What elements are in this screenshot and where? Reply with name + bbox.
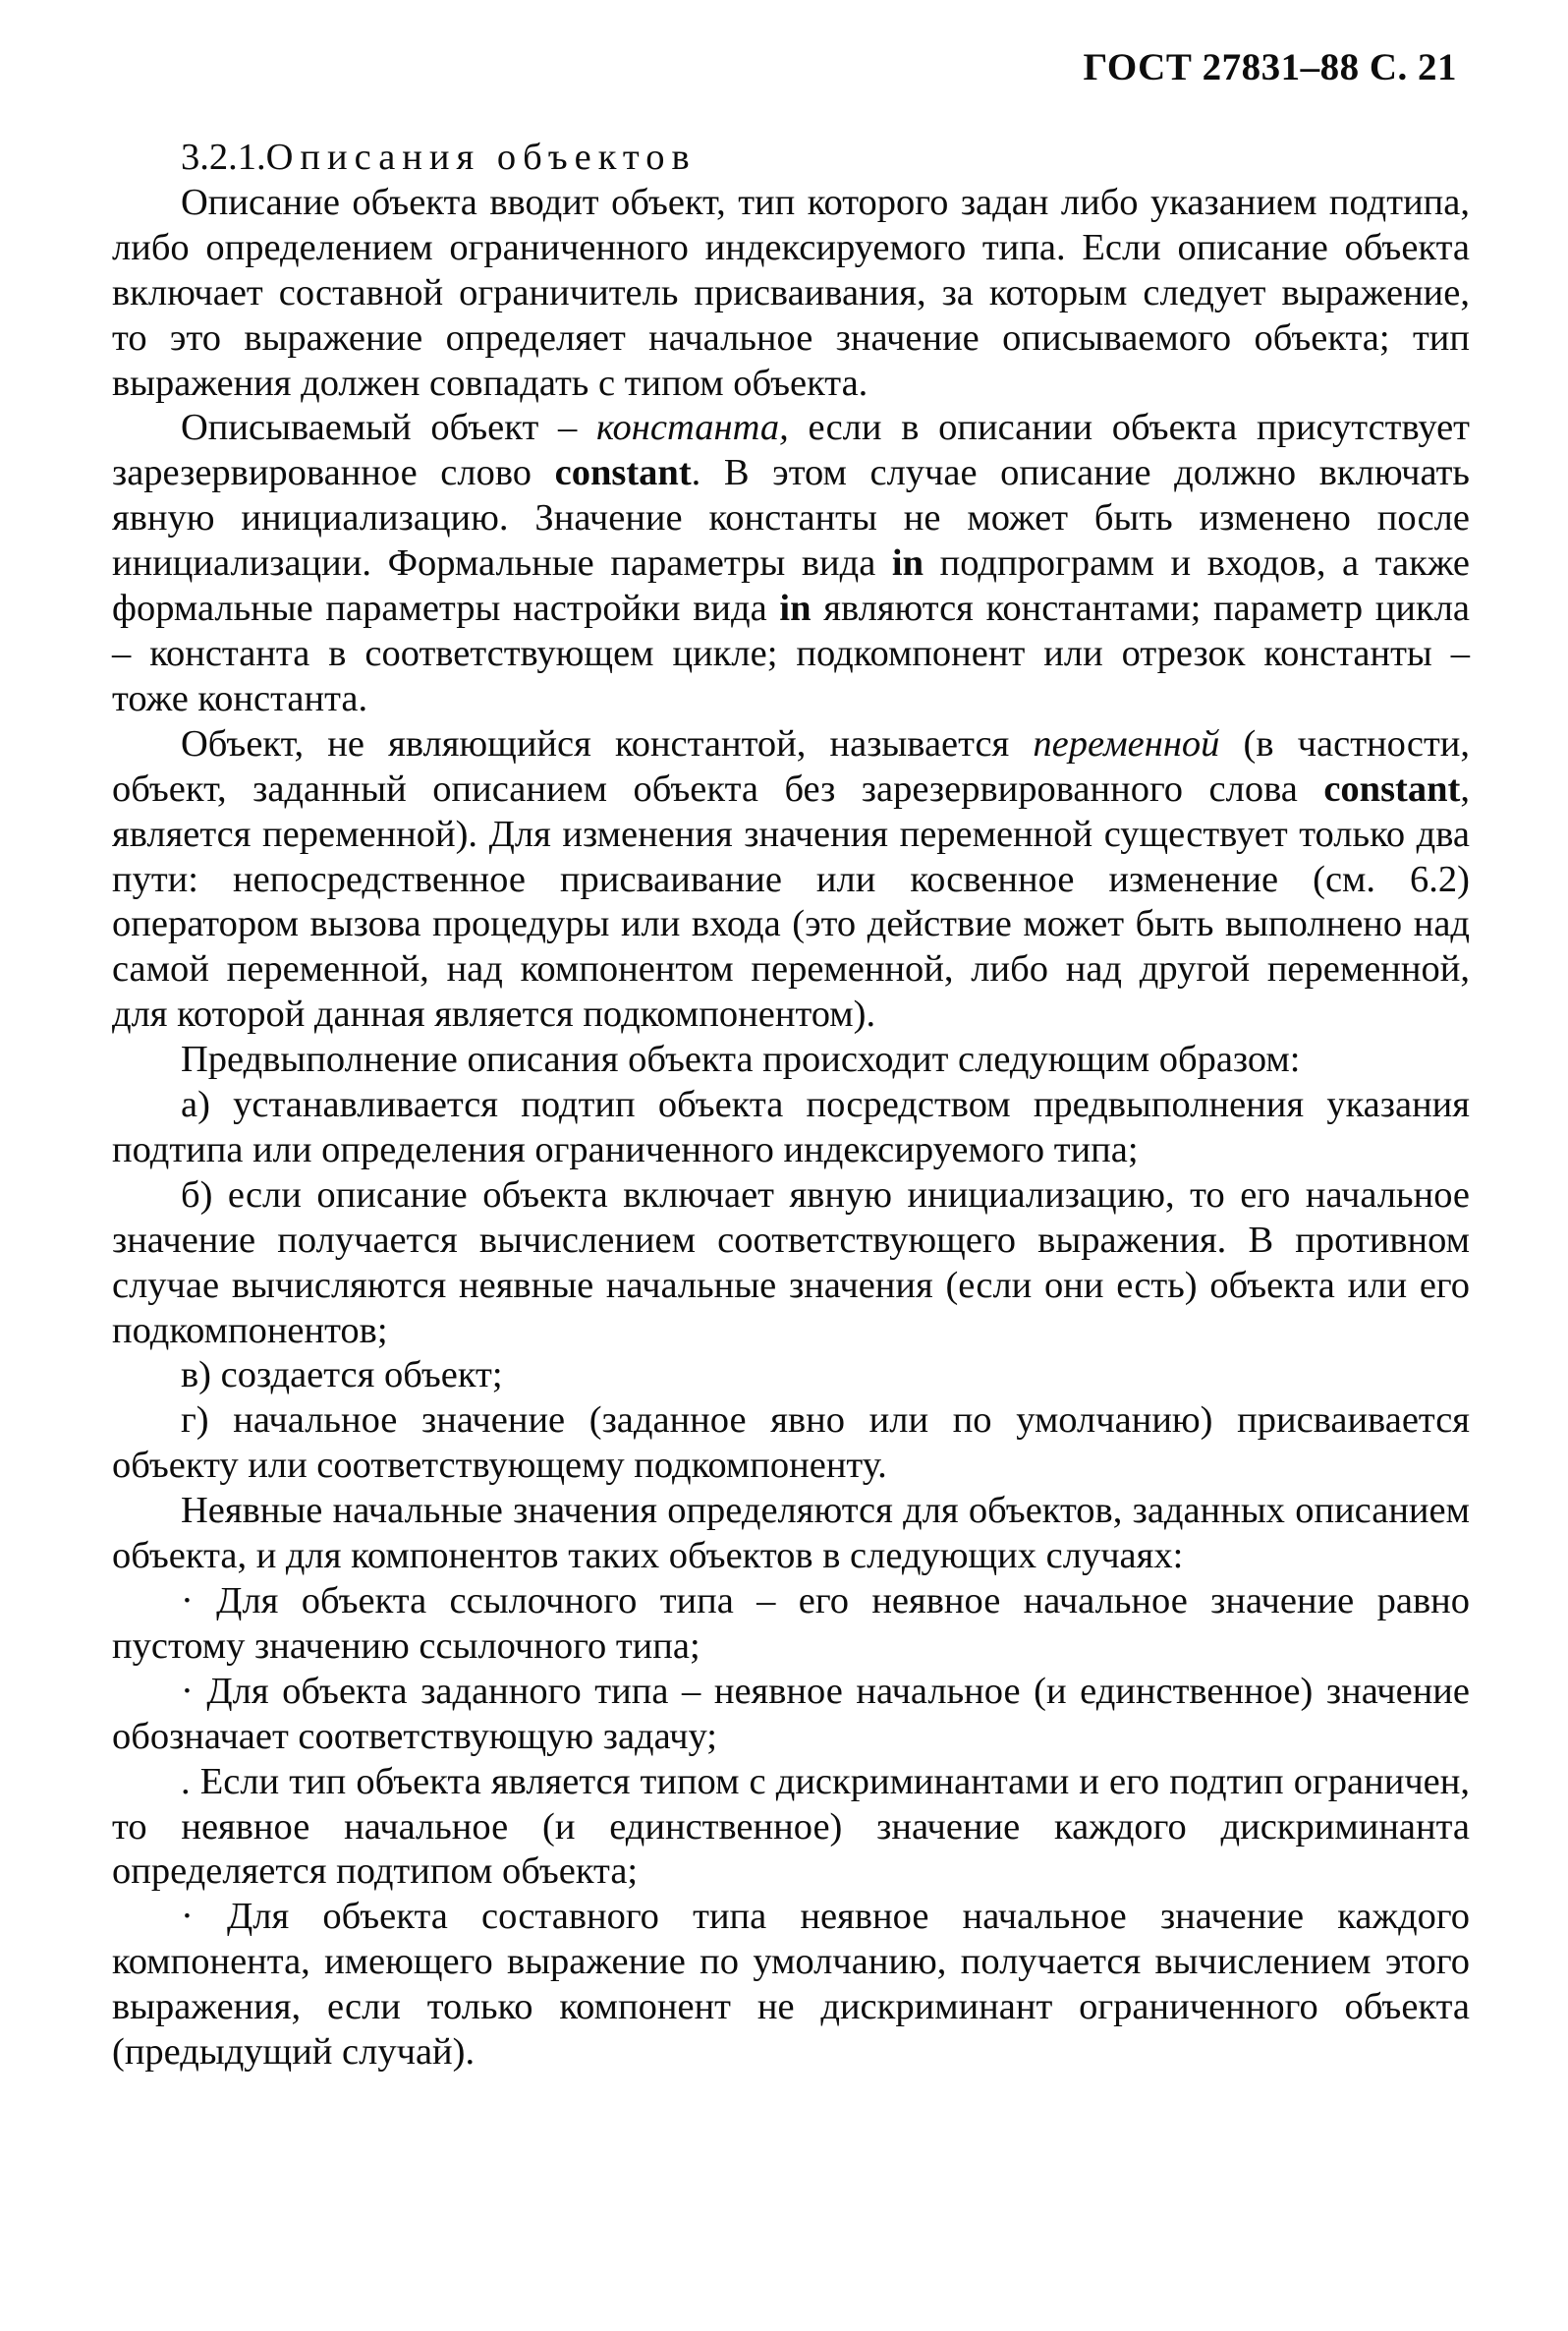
text-run: (в частности, объект, заданный описанием объекта без зарезервированного слова	[112, 722, 1470, 810]
bullet-access-type: · Для объекта ссылочного типа – его неявное начальное значение равно пустому значению ссылочного типа;	[112, 1580, 1470, 1667]
bullet-task-type: · Для объекта заданного типа – неявное начальное (и единственное) значение обозначает соответствующую задачу;	[112, 1670, 1470, 1757]
term-constant: константа,	[596, 407, 789, 449]
text-run: являются константами; параметр цикла – константа в соответствующем цикле; подкомпонент или отрезок константы – тоже константа.	[112, 588, 1470, 719]
document-body	[112, 136, 1470, 2075]
list-item-b: б) если описание объекта включает явную инициализацию, то его начальное значение получается вычислением соответствующего выражения. В противном случае вычисляются неявные начальные значения (если они есть) объекта или его подкомпонентов;	[112, 1173, 1470, 1351]
paragraph-constant	[112, 406, 1470, 721]
keyword-constant: constant	[1323, 768, 1461, 810]
keyword-in: in	[779, 588, 812, 630]
bullet-composite-type: · Для объекта составного типа неявное начальное значение каждого компонента, имеющего выражение по умолчанию, получается вычислением этого выражения, если только компонент не дискриминант ограниченного объекта (предыдущий случай).	[112, 1896, 1470, 2074]
term-variable: переменной	[1033, 722, 1220, 765]
text-run: если в описании объекта присутствует зарезервированное слово	[112, 407, 1470, 494]
paragraph-implicit-values: Неявные начальные значения определяются для объектов, заданных описанием объекта, и для компонентов таких объектов в следующих случаях:	[112, 1490, 1470, 1577]
page-header: ГОСТ 27831–88 С. 21	[1083, 46, 1457, 88]
text-run: Описываемый объект –	[181, 407, 597, 449]
section-heading	[112, 136, 1470, 181]
section-title: Описания объектов	[265, 137, 697, 178]
keyword-constant: constant	[554, 452, 692, 494]
keyword-in: in	[891, 542, 924, 585]
section-number: 3.2.1.	[181, 137, 266, 178]
text-run: подпрограмм и входов, а также формальные параметры настройки вида	[112, 542, 1470, 630]
paragraph-object-declaration: Описание объекта вводит объект, тип которого задан либо указанием подтипа, либо определением ограниченного индексируемого типа. Если описание объекта включает составной ограничитель присваивания, за которым следует выражение, то это выражение определяет начальное значение описываемого объекта; тип выражения должен совпадать с типом объекта.	[112, 181, 1470, 404]
list-item-a: а) устанавливается подтип объекта посредством предвыполнения указания подтипа или определения ограниченного индексируемого типа;	[112, 1084, 1470, 1170]
list-item-c: в) создается объект;	[181, 1354, 503, 1396]
text-run: , является переменной). Для изменения значения переменной существует только два пути: непосредственное присваивание или косвенное изменение (см. 6.2) оператором вызова процедуры или входа (это действие может быть выполнено над самой переменной, над компонентом переменной, либо над другой переменной, для которой данная является подкомпонентом).	[112, 768, 1470, 1036]
paragraph-variable	[112, 722, 1470, 1038]
paragraph-elaboration: Предвыполнение описания объекта происходит следующим образом:	[181, 1039, 1301, 1081]
bullet-discriminant-type: . Если тип объекта является типом с дискриминантами и его подтип ограничен, то неявное начальное (и единственное) значение каждого дискриминанта определяется подтипом объекта;	[112, 1760, 1470, 1893]
text-run: Объект, не являющийся константой, называется	[181, 722, 1034, 765]
list-item-d: г) начальное значение (заданное явно или по умолчанию) присваивается объекту или соответствующему подкомпоненту.	[112, 1399, 1470, 1487]
text-run: . В этом случае описание должно включать явную инициализацию. Значение константы не может быть изменено после инициализации. Формальные параметры вида	[112, 452, 1470, 585]
